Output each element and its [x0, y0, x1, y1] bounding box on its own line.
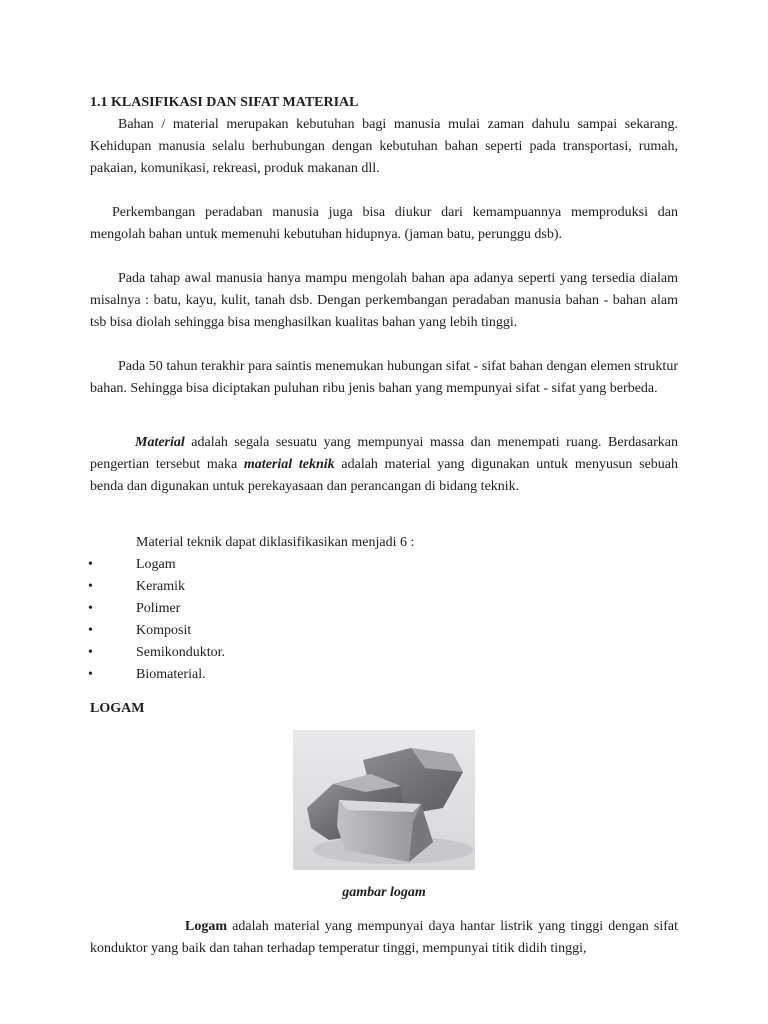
- paragraph-saintis: Pada 50 tahun terakhir para saintis menemukan hubungan sifat - sifat bahan dengan elemen struktur bahan. Sehingga bisa diciptakan puluhan ribu jenis bahan yang mempunyai sifat - sifat yang berbeda.: [90, 359, 678, 396]
- paragraph-perkembangan: Perkembangan peradaban manusia juga bisa diukur dari kemampuannya memproduksi dan mengolah bahan untuk memenuhi kebutuhan hidupnya. (jaman batu, perunggu dsb).: [90, 205, 678, 242]
- bullet-icon: •: [88, 557, 93, 572]
- list-item: [90, 620, 678, 642]
- list-item-label: Komposit: [136, 623, 192, 638]
- metal-photo: [293, 730, 475, 870]
- list-item: [90, 598, 678, 620]
- logam-heading: LOGAM: [90, 701, 145, 716]
- term-material: Material: [135, 435, 185, 450]
- definisi-text-2: adalah material yang digunakan untuk menyusun sebuah benda dan digunakan untuk perekayasaan dan perancangan di bidang teknik.: [90, 457, 679, 494]
- paragraph-tahap-awal: Pada tahap awal manusia hanya mampu mengolah bahan apa adanya seperti yang tersedia dialam misalnya : batu, kayu, kulit, tanah dsb. Dengan perkembangan peradaban manusia bahan - bahan alam tsb bisa diolah sehingga bisa menghasilkan kualitas bahan yang lebih tinggi.: [90, 271, 678, 330]
- bullet-icon: •: [88, 645, 93, 660]
- document-page: [90, 92, 678, 960]
- list-item-label: Logam: [136, 557, 176, 572]
- material-list: [90, 554, 678, 686]
- paragraph-logam: [90, 916, 678, 960]
- list-item: [90, 576, 678, 598]
- logam-text: adalah material yang mempunyai daya hantar listrik yang tinggi dengan sifat konduktor yang baik dan tahan terhadap temperatur tinggi, mempunyai titik didih tinggi,: [90, 919, 678, 956]
- term-logam: Logam: [185, 919, 227, 934]
- list-item: [90, 554, 678, 576]
- bullet-icon: •: [88, 623, 93, 638]
- term-material-teknik: material teknik: [243, 457, 335, 472]
- list-item-label: Keramik: [136, 579, 185, 594]
- list-item-label: Biomaterial.: [136, 667, 206, 682]
- list-item-label: Semikonduktor.: [136, 645, 226, 660]
- bullet-icon: •: [88, 579, 93, 594]
- paragraph-definisi-material: [90, 432, 678, 498]
- list-item: [90, 642, 678, 664]
- list-item: [90, 664, 678, 686]
- list-intro: Material teknik dapat diklasifikasikan menjadi 6 :: [136, 535, 415, 550]
- section-title: 1.1 KLASIFIKASI DAN SIFAT MATERIAL: [90, 95, 359, 110]
- bullet-icon: •: [88, 667, 93, 682]
- definisi-text-1: adalah segala sesuatu yang mempunyai massa dan menempati ruang. Berdasarkan pengertian tersebut maka: [90, 435, 678, 472]
- bullet-icon: •: [88, 601, 93, 616]
- paragraph-bahan: Bahan / material merupakan kebutuhan bagi manusia mulai zaman dahulu sampai sekarang. Kehidupan manusia selalu berhubungan dengan kebutuhan bahan seperti pada transportasi, rumah, pakaian, komunikasi, rekreasi, produk makanan dll.: [90, 117, 678, 176]
- figure-caption: gambar logam: [342, 885, 426, 900]
- list-item-label: Polimer: [136, 601, 181, 616]
